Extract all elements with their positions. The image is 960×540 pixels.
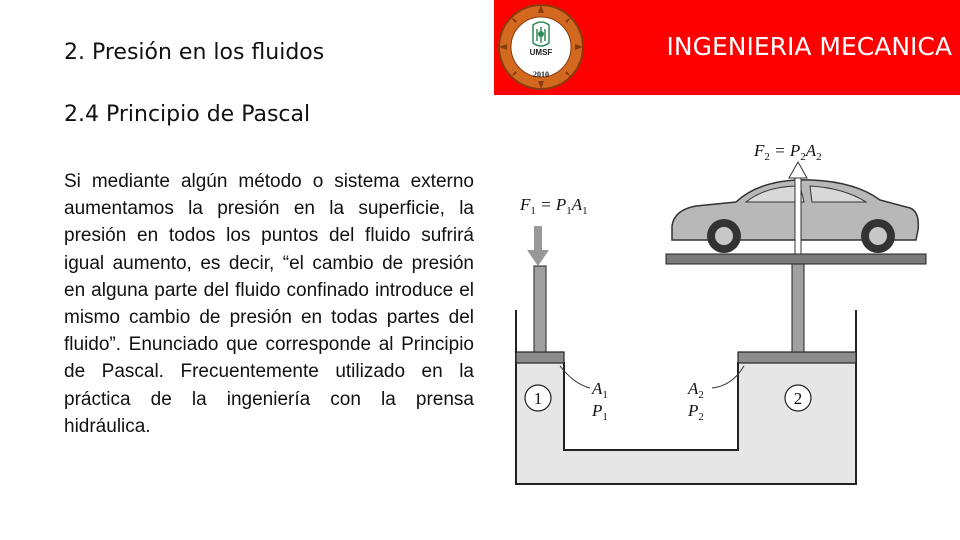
p2-label: $P_2$ — [688, 401, 704, 423]
fluid — [516, 362, 856, 484]
body-paragraph: Si mediante algún método o sistema externo aumentamos la presión en la superficie, la presión en todos los puntos del fluido sufrirá igual aumento, es decir, “el cambio de presión en alguna parte del fluido confinado introduce el mismo cambio de presión en todas partes del fluido”. Enunciado que corresponde al Principio de Pascal. Frecuentemente utilizado en la práctica de la ingeniería con la prensa hidráulica. — [64, 171, 474, 437]
large-piston — [738, 352, 856, 363]
logo-emblem-icon — [533, 22, 549, 46]
piston2-label: 2 — [793, 389, 803, 408]
p1-label: $P_1$ — [592, 401, 608, 423]
small-piston-rod — [534, 266, 546, 352]
a2-label: $A_2$ — [688, 379, 704, 401]
section-title: 2. Presión en los fluidos — [64, 40, 325, 65]
university-logo — [497, 3, 585, 91]
hydraulic-press-diagram — [500, 130, 960, 530]
platform — [666, 254, 926, 264]
container-inner-wall — [564, 362, 738, 450]
subsection-title: 2.4 Principio de Pascal — [64, 102, 311, 127]
a1-label: $A_1$ — [592, 379, 608, 401]
banner-title: INGENIERIA MECANICA — [666, 32, 952, 61]
small-piston — [516, 352, 564, 363]
force-arrow-down-icon — [527, 226, 549, 266]
large-piston-rod — [792, 264, 804, 352]
f1-label: $F_1 = P_1A_1$ — [520, 195, 588, 217]
piston1-label: 1 — [533, 389, 543, 408]
logo-abbr: UMSF — [529, 48, 553, 57]
logo-year: 2010 — [533, 70, 549, 79]
f2-label: $F_2 = P_2A_2$ — [754, 141, 822, 163]
